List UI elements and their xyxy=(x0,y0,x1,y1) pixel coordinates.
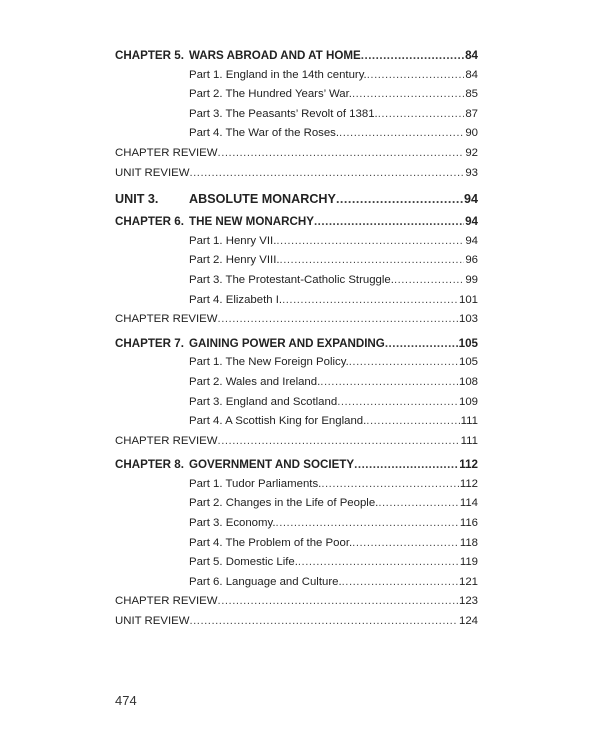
toc-entry-page: 121 xyxy=(458,573,478,593)
dot-leader xyxy=(394,271,464,291)
dot-leader xyxy=(280,251,465,271)
toc-part-entry xyxy=(115,105,478,125)
dot-leader xyxy=(361,46,464,66)
dot-leader xyxy=(298,553,459,573)
toc-part-entry xyxy=(115,553,478,573)
toc-entry-title: Part 1. The New Foreign Policy. xyxy=(189,353,349,373)
dot-leader xyxy=(378,494,458,514)
toc-entry-page: 123 xyxy=(458,592,478,612)
toc-entry-prefix: CHAPTER 7. xyxy=(115,336,184,350)
toc-review-entry xyxy=(115,164,478,184)
toc-entry-page: 101 xyxy=(458,291,478,311)
toc-unit-entry xyxy=(115,188,478,210)
toc-entry-title: Part 3. The Protestant-Catholic Struggle. xyxy=(189,271,394,291)
toc-part-entry xyxy=(115,251,478,271)
toc-entry-page: 94 xyxy=(464,212,478,232)
toc-part-entry xyxy=(115,573,478,593)
table-of-contents xyxy=(115,46,478,632)
toc-entry-page: 96 xyxy=(464,251,478,271)
dot-leader xyxy=(337,393,458,413)
toc-entry-title: Part 2. The Hundred Years’ War. xyxy=(189,85,352,105)
toc-chapter-entry xyxy=(115,212,478,232)
toc-entry-page: 119 xyxy=(459,553,478,573)
toc-entry-title: Part 4. The Problem of the Poor. xyxy=(189,534,352,554)
toc-entry-page: 99 xyxy=(464,271,478,291)
toc-entry-prefix: UNIT 3. xyxy=(115,192,159,207)
toc-entry-page: 111 xyxy=(460,432,478,452)
toc-part-entry xyxy=(115,291,478,311)
toc-entry-page: 85 xyxy=(464,85,478,105)
toc-entry-title: Part 2. Henry VIII. xyxy=(189,251,280,271)
toc-part-entry xyxy=(115,514,478,534)
toc-review-entry xyxy=(115,612,478,632)
toc-part-entry xyxy=(115,353,478,373)
toc-entry-page: 112 xyxy=(458,455,478,475)
toc-entry-title: UNIT REVIEW xyxy=(115,164,189,184)
dot-leader xyxy=(336,188,463,210)
dot-leader xyxy=(339,124,464,144)
toc-entry-page: 87 xyxy=(464,105,478,125)
toc-entry-prefix: CHAPTER 5. xyxy=(115,49,184,62)
toc-review-entry xyxy=(115,144,478,164)
toc-entry-page: 90 xyxy=(464,124,478,144)
dot-leader xyxy=(321,475,459,495)
toc-chapter-entry xyxy=(115,334,478,354)
toc-review-entry xyxy=(115,592,478,612)
dot-leader xyxy=(276,232,464,252)
dot-leader xyxy=(354,455,458,475)
dot-leader xyxy=(189,164,464,184)
dot-leader xyxy=(218,144,465,164)
dot-leader xyxy=(218,592,458,612)
toc-chapter-entry xyxy=(115,46,478,66)
toc-part-entry xyxy=(115,494,478,514)
toc-entry-page: 108 xyxy=(458,373,478,393)
toc-entry-page: 112 xyxy=(459,475,478,495)
toc-entry-title: Part 3. Economy. xyxy=(189,514,276,534)
toc-entry-title: Part 4. A Scottish King for England. xyxy=(189,412,366,432)
toc-entry-title: THE NEW MONARCHY xyxy=(189,212,314,232)
toc-part-entry xyxy=(115,534,478,554)
toc-entry-title: CHAPTER REVIEW xyxy=(115,432,218,452)
toc-part-entry xyxy=(115,124,478,144)
dot-leader xyxy=(378,105,465,125)
toc-entry-title: CHAPTER REVIEW xyxy=(115,144,218,164)
dot-leader xyxy=(314,212,464,232)
toc-entry-title: Part 4. The War of the Roses. xyxy=(189,124,339,144)
toc-entry-title: CHAPTER REVIEW xyxy=(115,592,218,612)
toc-entry-page: 92 xyxy=(464,144,478,164)
toc-entry-page: 93 xyxy=(464,164,478,184)
toc-entry-page: 94 xyxy=(463,188,478,210)
toc-entry-page: 84 xyxy=(464,46,478,66)
toc-review-entry xyxy=(115,432,478,452)
toc-entry-title: Part 4. Elizabeth I. xyxy=(189,291,282,311)
toc-entry-title: Part 5. Domestic Life. xyxy=(189,553,298,573)
toc-part-entry xyxy=(115,66,478,86)
toc-entry-title: WARS ABROAD AND AT HOME xyxy=(189,46,361,66)
toc-entry-title: Part 1. England in the 14th century. xyxy=(189,66,367,86)
dot-leader xyxy=(352,85,464,105)
dot-leader xyxy=(349,353,458,373)
toc-entry-title: Part 2. Changes in the Life of People. xyxy=(189,494,378,514)
dot-leader xyxy=(342,573,458,593)
toc-part-entry xyxy=(115,85,478,105)
toc-entry-page: 84 xyxy=(464,66,478,86)
dot-leader xyxy=(218,310,458,330)
toc-entry-page: 111 xyxy=(460,412,478,432)
toc-entry-title: ABSOLUTE MONARCHY xyxy=(189,188,336,210)
toc-review-entry xyxy=(115,310,478,330)
toc-part-entry xyxy=(115,373,478,393)
toc-entry-page: 124 xyxy=(458,612,478,632)
toc-part-entry xyxy=(115,232,478,252)
toc-entry-page: 109 xyxy=(458,393,478,413)
toc-chapter-entry xyxy=(115,455,478,475)
toc-entry-title: Part 1. Tudor Parliaments. xyxy=(189,475,321,495)
toc-entry-title: Part 2. Wales and Ireland. xyxy=(189,373,320,393)
toc-entry-prefix: CHAPTER 8. xyxy=(115,458,184,472)
dot-leader xyxy=(366,412,459,432)
dot-leader xyxy=(352,534,459,554)
toc-entry-title: CHAPTER REVIEW xyxy=(115,310,218,330)
toc-entry-title: Part 6. Language and Culture. xyxy=(189,573,342,593)
toc-part-entry xyxy=(115,412,478,432)
toc-entry-title: UNIT REVIEW xyxy=(115,612,189,632)
toc-entry-title: GOVERNMENT AND SOCIETY xyxy=(189,455,354,475)
toc-entry-page: 105 xyxy=(458,334,478,354)
toc-entry-page: 103 xyxy=(458,310,478,330)
toc-entry-title: Part 1. Henry VII. xyxy=(189,232,276,252)
dot-leader xyxy=(320,373,458,393)
toc-entry-page: 105 xyxy=(458,353,478,373)
toc-entry-page: 114 xyxy=(459,494,478,514)
toc-entry-title: Part 3. The Peasants’ Revolt of 1381. xyxy=(189,105,378,125)
toc-part-entry xyxy=(115,393,478,413)
toc-part-entry xyxy=(115,475,478,495)
page-number: 474 xyxy=(115,693,137,708)
toc-entry-page: 94 xyxy=(464,232,478,252)
dot-leader xyxy=(367,66,465,86)
dot-leader xyxy=(276,514,459,534)
toc-entry-page: 118 xyxy=(459,534,478,554)
toc-entry-prefix: CHAPTER 6. xyxy=(115,215,184,229)
toc-entry-page: 116 xyxy=(459,514,478,534)
dot-leader xyxy=(218,432,460,452)
dot-leader xyxy=(385,334,458,354)
dot-leader xyxy=(189,612,458,632)
toc-part-entry xyxy=(115,271,478,291)
toc-entry-title: GAINING POWER AND EXPANDING xyxy=(189,334,385,354)
dot-leader xyxy=(282,291,458,311)
toc-entry-title: Part 3. England and Scotland xyxy=(189,393,337,413)
